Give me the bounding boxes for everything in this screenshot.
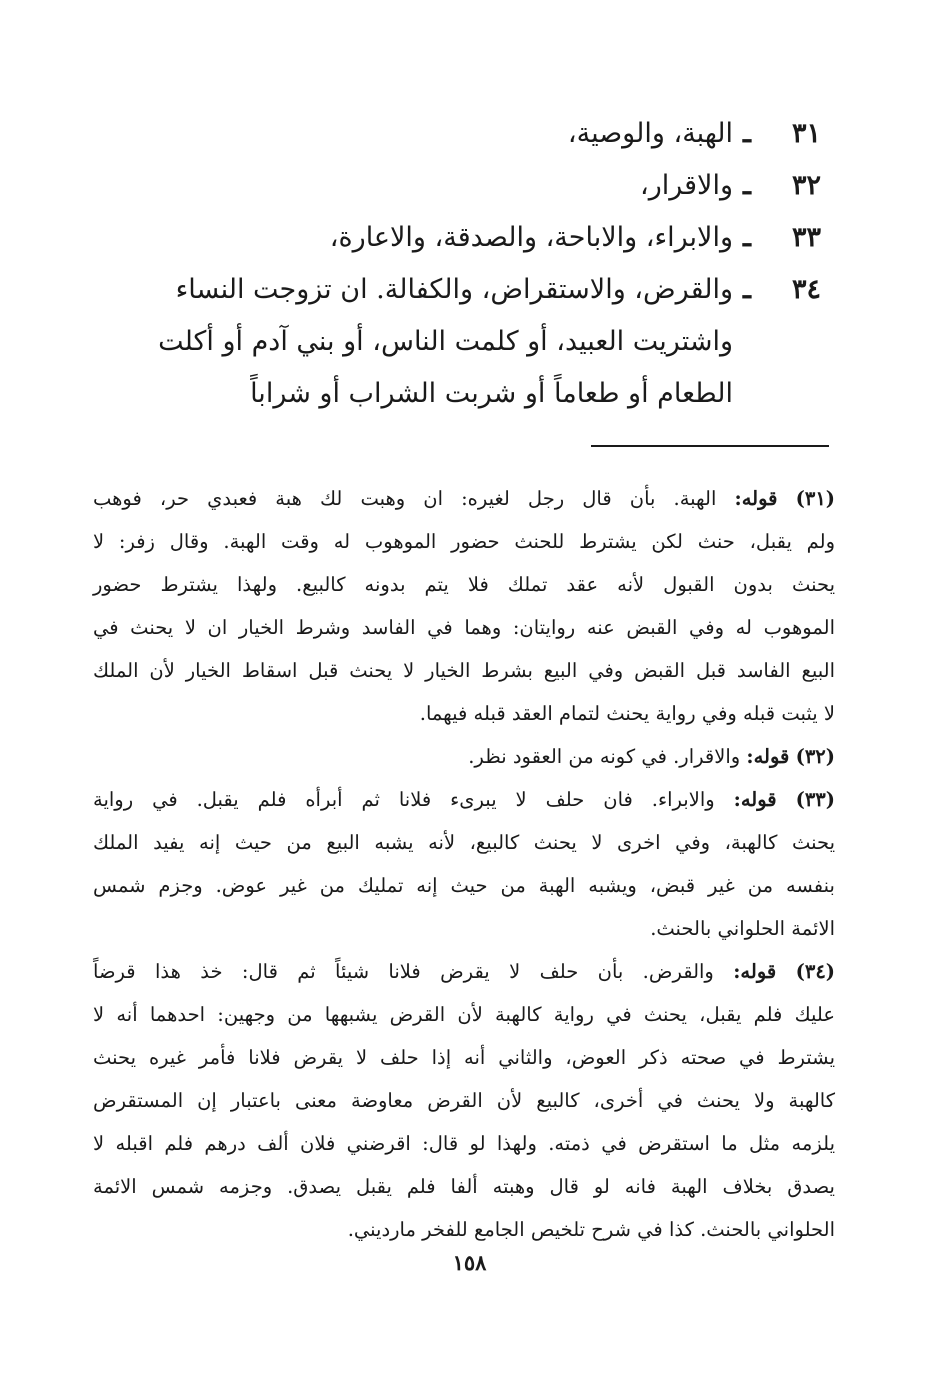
footnote-line: يشترط في صحته ذكر العوض، والثاني أنه إذا حلف لا يقرض فلانا فأمر غيره يحنث bbox=[93, 1046, 835, 1069]
footnote-line: الموهوب له وفي القبض عنه روايتان: وهما في الفاسد وشرط الخيار ان لا يحنث في bbox=[93, 616, 835, 639]
footnote-line bbox=[93, 950, 835, 993]
footnote-line: ولم يقبل، حنث لكن يشترط للحنث حضور الموهوب له وقت الهبة. وقال زفر: لا bbox=[93, 530, 835, 553]
footnote-line: البيع الفاسد قبل القبض وفي البيع بشرط الخيار لا يحنث قبل اسقاط الخيار لأن الملك bbox=[93, 659, 835, 682]
footnote-line-text: والقرض. بأن حلف لا يقرض فلانا شيئاً ثم قال: خذ هذا قرضاً bbox=[93, 960, 714, 983]
item-line: والقرض، والاستقراض، والكفالة. ان تزوجت النساء bbox=[175, 274, 733, 305]
item-text bbox=[81, 160, 733, 212]
item-line: الهبة، والوصية، bbox=[567, 118, 733, 149]
footnote-line-text: والاقرار. في كونه من العقود نظر. bbox=[468, 745, 741, 768]
page-number: ١٥٨ bbox=[452, 1250, 487, 1275]
main-item-32 bbox=[81, 160, 821, 212]
item-dash: ـ bbox=[743, 274, 751, 305]
footnote-separator bbox=[591, 445, 829, 447]
item-line: الطعام أو طعاماً أو شربت الشراب أو شراباً bbox=[250, 378, 733, 409]
main-item-33 bbox=[81, 212, 821, 264]
footnote-line bbox=[93, 778, 835, 821]
item-dash: ـ bbox=[743, 222, 751, 253]
footnote-line: الائمة الحلواني بالحنث. bbox=[650, 917, 835, 940]
main-item-34 bbox=[81, 264, 821, 420]
footnote-line: بنفسه من غير قبض، ويشبه الهبة من حيث إنه تمليك من غير عوض. وجزم شمس bbox=[93, 874, 835, 897]
footnote-line bbox=[93, 477, 835, 520]
main-text bbox=[81, 108, 821, 420]
footnote-ref: (٣١) bbox=[795, 487, 836, 510]
main-item-31 bbox=[81, 108, 821, 160]
footnote-line: لا يثبت قبله وفي رواية يحنث لتمام العقد قبله فيهما. bbox=[419, 702, 835, 725]
footnote-34 bbox=[93, 950, 835, 1251]
item-number: ٣١ bbox=[791, 118, 821, 149]
footnote-line: يحنث بدون القبول لأنه عقد تملك فلا يتم بدونه كالبيع. ولهذا يشترط حضور bbox=[93, 573, 835, 596]
footnote-ref: (٣٤) bbox=[795, 960, 836, 983]
footnote-line-text: والابراء. فان حلف لا يبرىء فلانا ثم أبرأه فلم يقبل. في رواية bbox=[93, 788, 715, 811]
item-dash: ـ bbox=[743, 170, 751, 201]
footnote-ref: (٣٣) bbox=[795, 788, 835, 811]
footnote-32 bbox=[93, 735, 835, 778]
item-text bbox=[81, 212, 733, 264]
footnote-33 bbox=[93, 778, 835, 950]
footnote-keyword: قوله: bbox=[734, 487, 778, 510]
footnote-ref: (٣٢) bbox=[795, 745, 835, 768]
footnotes bbox=[93, 477, 835, 1251]
footnote-line-text: الهبة. بأن قال رجل لغيره: ان وهبت لك هبة فعبدي حر، فوهب bbox=[93, 487, 717, 510]
footnote-line: الحلواني بالحنث. كذا في شرح تلخيص الجامع للفخر مارديني. bbox=[347, 1218, 835, 1241]
footnote-line bbox=[93, 735, 835, 778]
item-number: ٣٣ bbox=[791, 222, 821, 253]
footnote-line: يحنث كالهبة، وفي اخرى لا يحنث كالبيع، لأنه يشبه البيع من حيث إنه يفيد الملك bbox=[93, 831, 835, 854]
item-line: واشتريت العبيد، أو كلمت الناس، أو بني آدم أو أكلت bbox=[158, 326, 733, 357]
footnote-keyword: قوله: bbox=[733, 788, 777, 811]
item-line: والاقرار، bbox=[640, 170, 733, 201]
footnote-keyword: قوله: bbox=[746, 745, 790, 768]
item-number: ٣٤ bbox=[791, 274, 821, 305]
footnote-line: كالهبة ولا يحنث في أخرى، كالبيع لأن القرض معاوضة معنى باعتبار إن المستقرض bbox=[93, 1089, 835, 1112]
item-text bbox=[81, 108, 733, 160]
footnote-line: يصدق بخلاف الهبة فانه لو قال وهبته ألفا فلم يقبل يصدق. وجزمه شمس الائمة bbox=[93, 1175, 835, 1198]
item-text bbox=[81, 264, 733, 420]
footnote-line: يلزمه مثل ما استقرض في ذمته. ولهذا لو قال: اقرضني فلان ألف درهم فلم اقبله لا bbox=[93, 1132, 835, 1155]
item-number: ٣٢ bbox=[791, 170, 821, 201]
item-line: والابراء، والاباحة، والصدقة، والاعارة، bbox=[329, 222, 733, 253]
footnote-keyword: قوله: bbox=[733, 960, 777, 983]
footnote-31 bbox=[93, 477, 835, 735]
footnote-line: عليك فلم يقبل، يحنث في رواية كالهبة لأن القرض يشبهها من وجهين: احدهما أنه لا bbox=[93, 1003, 835, 1026]
item-dash: ـ bbox=[743, 118, 751, 149]
